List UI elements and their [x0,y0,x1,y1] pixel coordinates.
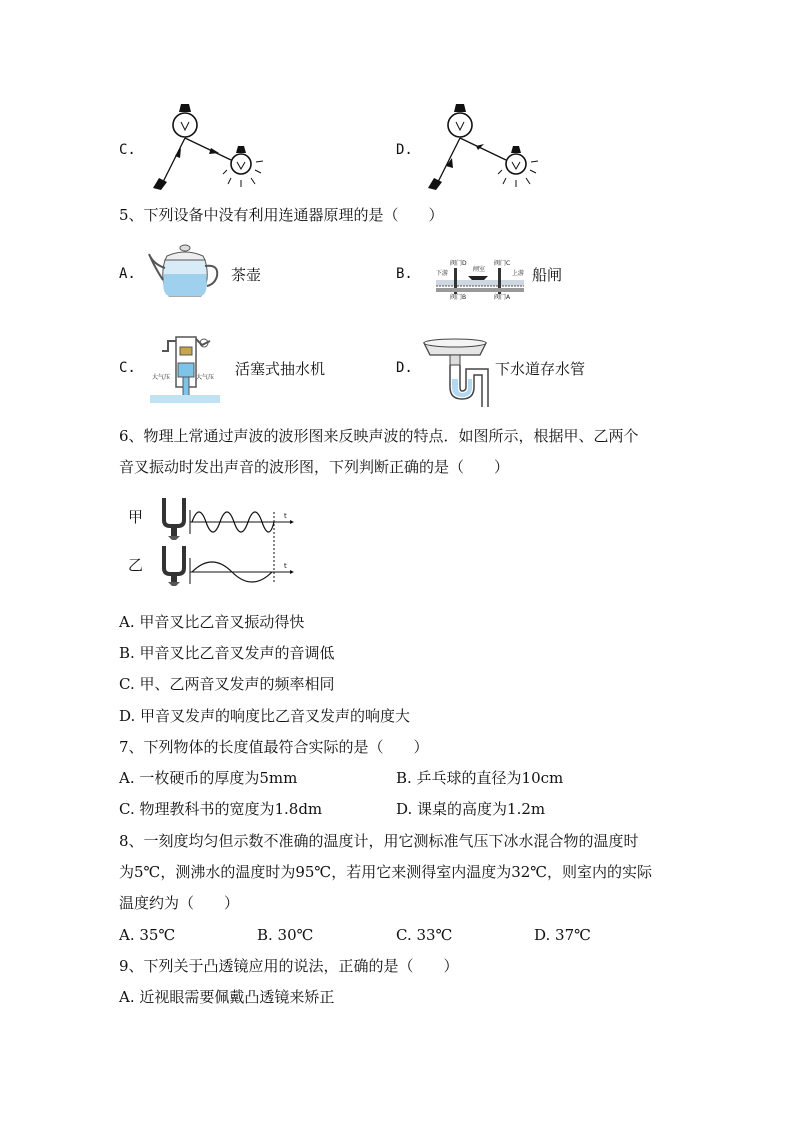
q8-option-a: A. 35℃ [119,926,176,944]
ship-lock-label-gate-a: 阀门A [494,294,511,301]
waveform-label-yi: 乙 [128,556,144,574]
tuning-fork-icon [164,546,184,586]
q5-option-c-label: C. [119,360,136,376]
q4-option-c-label: C. [119,142,136,158]
q8-option-c: C. 33℃ [396,926,453,944]
pump-label-left: 大气压 [152,374,171,381]
eye-icon [153,178,167,190]
q5-option-a-label: A. [119,266,136,282]
q4-option-d-label: D. [396,142,413,158]
teapot-icon [145,240,225,302]
q5-option-d-text: 下水道存水管 [495,360,586,378]
q4-option-c-diagram [145,100,270,195]
q7-option-c: C. 物理教科书的宽度为1.8dm [119,800,323,818]
q8-option-d: D. 37℃ [534,926,591,944]
bulb-icon [448,104,472,137]
bulb-icon [173,104,197,137]
q9-stem: 9、下列关于凸透镜应用的说法，正确的是（ ） [119,957,459,975]
q8-stem-line2: 为5℃，测沸水的温度时为95℃，若用它来测得室内温度为32℃，则室内的实际 [119,863,653,881]
ship-lock-label-upper: 上游 [512,270,525,277]
waveform-axis-label-2: t [284,562,287,570]
q5-option-a-text: 茶壶 [231,266,262,284]
q8-stem-line1: 8、一刻度均匀但示数不准确的温度计，用它测标准气压下冰水混合物的温度时 [119,832,639,850]
tuning-fork-icon [164,498,184,540]
q6-stem-line1: 6、物理上常通过声波的波形图来反映声波的特点．如图所示，根据甲、乙两个 [119,427,639,445]
drain-trap-icon [422,335,488,407]
q8-option-b: B. 30℃ [257,926,314,944]
q7-option-d: D. 课桌的高度为1.2m [396,800,546,818]
q7-option-a: A. 一枚硬币的厚度为5mm [119,769,298,787]
eye-icon [428,178,442,190]
q9-option-a: A. 近视眼需要佩戴凸透镜来矫正 [119,988,335,1006]
lit-bulb-icon [223,146,263,187]
q5-option-c-text: 活塞式抽水机 [235,360,326,378]
q6-stem-line2: 音叉振动时发出声音的波形图，下列判断正确的是（ ） [119,458,510,476]
q5-stem: 5、下列设备中没有利用连通器原理的是（ ） [119,206,444,224]
q6-option-d: D. 甲音叉发声的响度比乙音叉发声的响度大 [119,707,411,725]
q7-option-b: B. 乒乓球的直径为10cm [396,769,564,787]
lit-bulb-icon [498,146,538,187]
q6-option-c: C. 甲、乙两音叉发声的频率相同 [119,675,335,693]
waveform-label-jia: 甲 [128,508,144,526]
q7-stem: 7、下列物体的长度值最符合实际的是（ ） [119,738,429,756]
ship-lock-label-chamber: 闸室 [473,266,486,273]
ship-lock-icon [436,258,524,300]
q4-option-d-diagram [420,100,545,195]
q5-option-b-label: B. [396,266,413,282]
ship-lock-label-gate-d: 阀门D [450,260,467,267]
piston-pump-icon [150,333,220,405]
ship-lock-label-gate-b: 阀门B [450,294,467,301]
ship-lock-label-gate-c: 阀门C [494,260,511,267]
q6-option-a: A. 甲音叉比乙音叉振动得快 [119,613,305,631]
waveform-axis-label-1: t [284,512,287,520]
q5-option-d-label: D. [396,360,413,376]
pump-label-right: 大气压 [196,374,215,381]
q5-option-b-text: 船闸 [532,266,563,284]
ship-lock-label-lower: 下游 [436,270,449,277]
q6-option-b: B. 甲音叉比乙音叉发声的音调低 [119,644,335,662]
q8-stem-line3: 温度约为（ ） [119,894,240,912]
waveform-figure [124,490,304,586]
